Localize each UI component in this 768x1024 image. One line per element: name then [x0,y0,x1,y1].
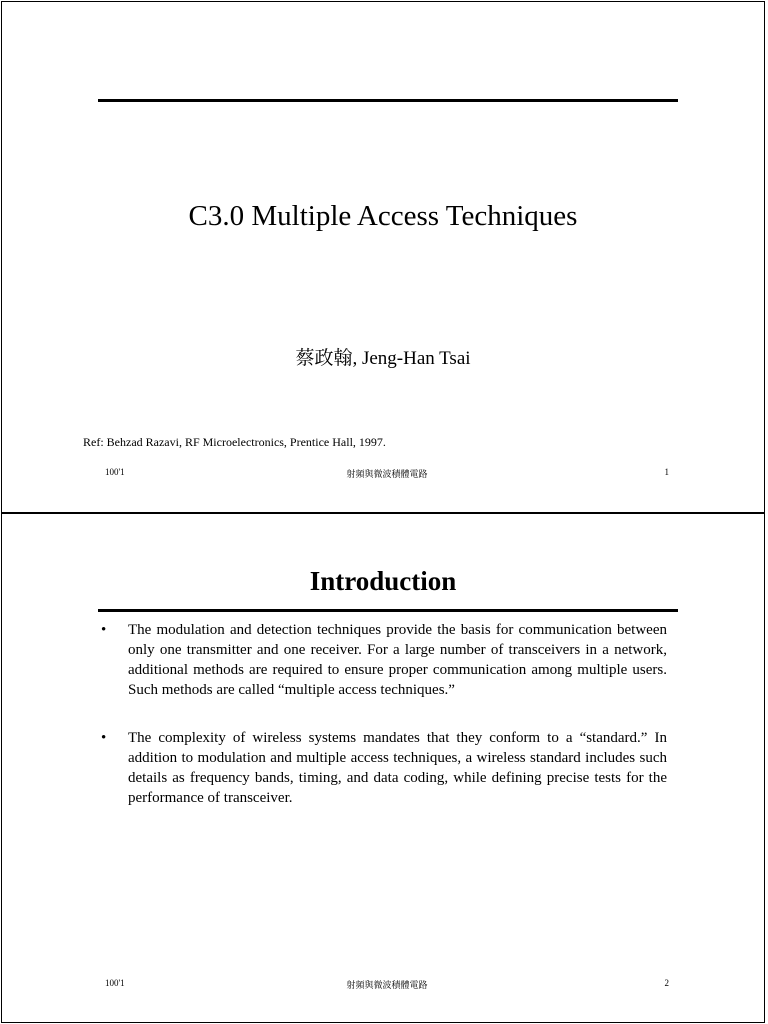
bullet-dot: • [101,622,107,638]
footer-course-name: 射頻與微波積體電路 [346,980,428,990]
author-name: 蔡政翰, Jeng-Han Tsai [295,348,471,369]
title-rule [98,99,678,102]
bullet-text: The complexity of wireless systems mandates that they conform to a “standard.” In addition to modulation and multiple access techniques, a wireless standard includes such details as frequency bands, timing, and data coding, while defining precise tests for the performance of transceiver. [128,730,667,806]
title-rule [98,609,678,612]
footer-course-code: 100'1 [105,978,125,988]
footer-course-code: 100'1 [105,467,125,477]
slide-title: Introduction [309,566,457,596]
footer-course-name: 射頻與微波積體電路 [346,469,428,479]
reference-text: Ref: Behzad Razavi, RF Microelectronics, Prentice Hall, 1997. [83,435,386,449]
bullet-list [101,620,667,836]
bullet-item [101,728,667,808]
bullet-text: The modulation and detection techniques provide the basis for communication between only one transmitter and one receiver. For a large number of transceivers in a network, additional methods are required to ensure proper communication among multiple users. Such methods are called “multiple access techniques.” [128,622,667,698]
bullet-dot: • [101,730,107,746]
slide-1 [1,1,765,513]
bullet-item [101,620,667,700]
footer-page-number: 1 [664,467,669,477]
slide-title: C3.0 Multiple Access Techniques [188,200,578,232]
footer-page-number: 2 [664,978,669,988]
slide-2 [1,513,765,1023]
